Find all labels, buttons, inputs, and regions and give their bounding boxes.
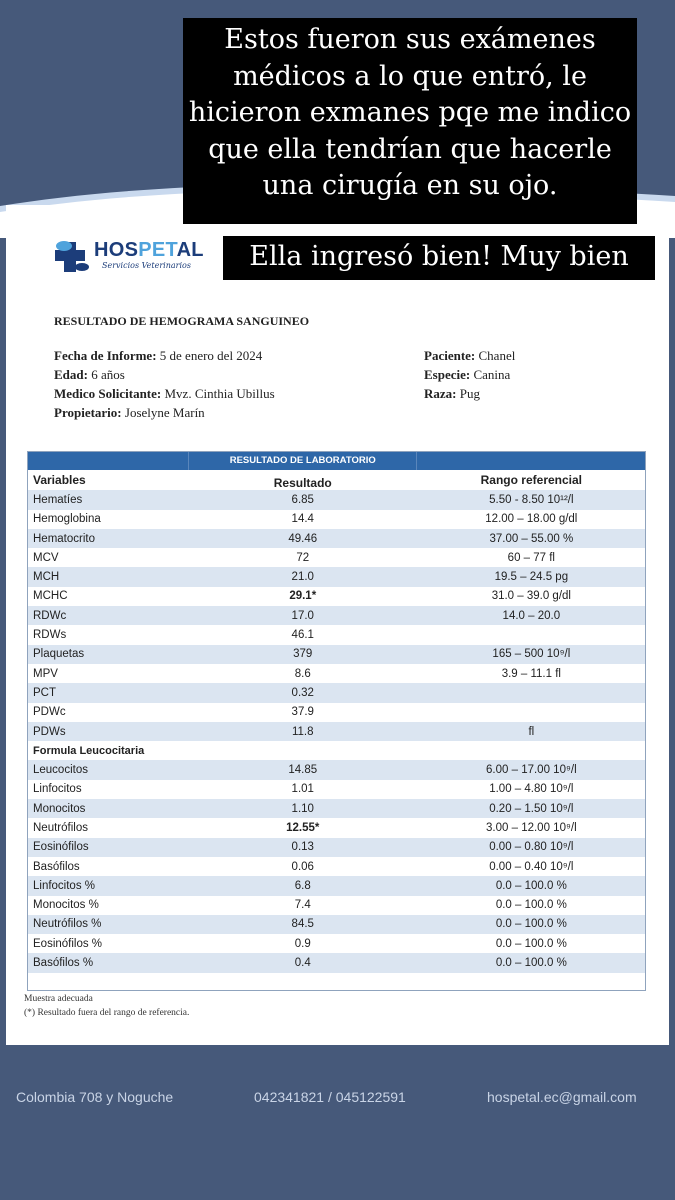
- table-row: [27, 915, 646, 934]
- cell-variable: Eosinófilos: [27, 838, 189, 857]
- table-row: [27, 510, 646, 529]
- cell-variable: Basófilos %: [27, 953, 189, 972]
- cell-variable: MPV: [27, 664, 189, 683]
- cell-rango: 5.50 - 8.50 10¹²/l: [417, 490, 646, 509]
- cell-rango: 37.00 – 55.00 %: [417, 529, 646, 548]
- table-row: [27, 567, 646, 586]
- footer-address: Colombia 708 y Noguche: [16, 1089, 174, 1105]
- cell-rango: 6.00 – 17.00 10⁹/l: [417, 760, 646, 779]
- table-row: [27, 683, 646, 702]
- cell-rango: 0.20 – 1.50 10⁹/l: [417, 799, 646, 818]
- cell-variable: PCT: [27, 683, 189, 702]
- cell-rango: [417, 625, 646, 644]
- table-row: [27, 818, 646, 837]
- cell-resultado: 0.4: [189, 953, 417, 972]
- cell-resultado: 17.0: [189, 606, 417, 625]
- meta-propietario: Propietario: Joselyne Marín: [54, 405, 205, 420]
- logo-brand: HOSPETAL: [94, 239, 204, 261]
- footer-email: hospetal.ec@gmail.com: [487, 1089, 637, 1105]
- footer-phones: 042341821 / 045122591: [254, 1089, 406, 1105]
- cell-resultado: 14.85: [189, 760, 417, 779]
- cell-resultado: 1.01: [189, 780, 417, 799]
- cell-resultado: 46.1: [189, 625, 417, 644]
- table-row: [27, 896, 646, 915]
- note-flag-legend: (*) Resultado fuera del rango de referencia.: [24, 1008, 190, 1018]
- footer-band: [0, 1045, 675, 1200]
- table-row: [27, 664, 646, 683]
- story-caption-2: Ella ingresó bien! Muy bien: [223, 236, 655, 280]
- table-row: [27, 722, 646, 741]
- results-table: [27, 451, 646, 973]
- cell-variable: Linfocitos: [27, 780, 189, 799]
- cell-variable: MCV: [27, 548, 189, 567]
- meta-medico: Medico Solicitante: Mvz. Cinthia Ubillus: [54, 386, 275, 401]
- cell-rango: [417, 683, 646, 702]
- cell-resultado: 379: [189, 645, 417, 664]
- cell-rango: 0.0 – 100.0 %: [417, 876, 646, 895]
- cell-variable: Monocitos %: [27, 896, 189, 915]
- cell-resultado: 8.6: [189, 664, 417, 683]
- meta-raza: Raza: Pug: [424, 386, 480, 401]
- cell-variable: Hemoglobina: [27, 510, 189, 529]
- table-row: [27, 606, 646, 625]
- cell-rango: fl: [417, 722, 646, 741]
- column-header-row: [27, 470, 646, 490]
- meta-edad: Edad: 6 años: [54, 367, 125, 382]
- cell-rango: 0.0 – 100.0 %: [417, 953, 646, 972]
- cell-variable: Neutrófilos %: [27, 915, 189, 934]
- cell-variable: Leucocitos: [27, 760, 189, 779]
- cell-rango: [417, 703, 646, 722]
- cell-variable: Hematíes: [27, 490, 189, 509]
- meta-fecha: Fecha de Informe: 5 de enero del 2024: [54, 348, 263, 363]
- cell-rango: 1.00 – 4.80 10⁹/l: [417, 780, 646, 799]
- cell-rango: 60 – 77 fl: [417, 548, 646, 567]
- cell-rango: 14.0 – 20.0: [417, 606, 646, 625]
- cell-resultado: 1.10: [189, 799, 417, 818]
- cell-rango: 0.00 – 0.80 10⁹/l: [417, 838, 646, 857]
- cell-rango: 19.5 – 24.5 pg: [417, 567, 646, 586]
- table-row: [27, 934, 646, 953]
- table-row: [27, 703, 646, 722]
- cell-resultado: 14.4: [189, 510, 417, 529]
- note-sample: Muestra adecuada: [24, 994, 93, 1004]
- cell-variable: RDWs: [27, 625, 189, 644]
- cell-resultado: 72: [189, 548, 417, 567]
- cell-rango: 3.00 – 12.00 10⁹/l: [417, 818, 646, 837]
- cell-variable: Plaquetas: [27, 645, 189, 664]
- table-row: [27, 548, 646, 567]
- cell-rango: 31.0 – 39.0 g/dl: [417, 587, 646, 606]
- cell-resultado: 11.8: [189, 722, 417, 741]
- cell-resultado: 49.46: [189, 529, 417, 548]
- cell-variable: MCHC: [27, 587, 189, 606]
- table-row: [27, 799, 646, 818]
- table-row: [27, 953, 646, 972]
- cell-variable: MCH: [27, 567, 189, 586]
- table-row: [27, 625, 646, 644]
- cell-resultado: 12.55*: [189, 818, 417, 837]
- cell-variable: Basófilos: [27, 857, 189, 876]
- table-row: [27, 587, 646, 606]
- cell-variable: Neutrófilos: [27, 818, 189, 837]
- table-row: [27, 490, 646, 509]
- col-resultado: Resultado: [189, 470, 417, 490]
- vet-cross-icon: [52, 236, 92, 274]
- cell-rango: 0.0 – 100.0 %: [417, 934, 646, 953]
- table-row: [27, 760, 646, 779]
- cell-resultado: 7.4: [189, 896, 417, 915]
- table-row: [27, 645, 646, 664]
- cell-resultado: 0.06: [189, 857, 417, 876]
- table-row: [27, 529, 646, 548]
- section-row: [27, 741, 646, 760]
- cell-resultado: 21.0: [189, 567, 417, 586]
- cell-variable: Linfocitos %: [27, 876, 189, 895]
- col-variables: Variables: [27, 470, 189, 490]
- cell-resultado: 0.32: [189, 683, 417, 702]
- hospetal-logo: [52, 236, 202, 274]
- table-banner: RESULTADO DE LABORATORIO: [189, 451, 417, 470]
- table-row: [27, 838, 646, 857]
- cell-resultado: 0.13: [189, 838, 417, 857]
- cell-variable: Hematocrito: [27, 529, 189, 548]
- cell-variable: RDWc: [27, 606, 189, 625]
- cell-rango: 0.00 – 0.40 10⁹/l: [417, 857, 646, 876]
- cell-resultado: 6.85: [189, 490, 417, 509]
- cell-variable: Monocitos: [27, 799, 189, 818]
- cell-variable: PDWc: [27, 703, 189, 722]
- cell-rango: 12.00 – 18.00 g/dl: [417, 510, 646, 529]
- cell-rango: 3.9 – 11.1 fl: [417, 664, 646, 683]
- table-row: [27, 857, 646, 876]
- table-row: [27, 876, 646, 895]
- cell-resultado: 84.5: [189, 915, 417, 934]
- cell-rango: 0.0 – 100.0 %: [417, 896, 646, 915]
- cell-resultado: 37.9: [189, 703, 417, 722]
- logo-subtitle: Servicios Veterinarios: [102, 261, 191, 270]
- col-rango: Rango referencial: [417, 470, 646, 490]
- cell-resultado: 0.9: [189, 934, 417, 953]
- story-caption-1: Estos fueron sus exámenes médicos a lo que entró, le hicieron exmanes pqe me indico que ella tendrían que hacerle una cirugía en su ojo.: [183, 18, 637, 224]
- document-title: RESULTADO DE HEMOGRAMA SANGUINEO: [54, 314, 310, 328]
- meta-especie: Especie: Canina: [424, 367, 511, 382]
- cell-resultado: 29.1*: [189, 587, 417, 606]
- meta-paciente: Paciente: Chanel: [424, 348, 516, 363]
- cell-variable: Eosinófilos %: [27, 934, 189, 953]
- cell-resultado: 6.8: [189, 876, 417, 895]
- cell-rango: 165 – 500 10⁹/l: [417, 645, 646, 664]
- cell-rango: 0.0 – 100.0 %: [417, 915, 646, 934]
- cell-variable: PDWs: [27, 722, 189, 741]
- table-row: [27, 780, 646, 799]
- table-banner-row: [27, 451, 646, 470]
- section-label: Formula Leucocitaria: [27, 741, 646, 760]
